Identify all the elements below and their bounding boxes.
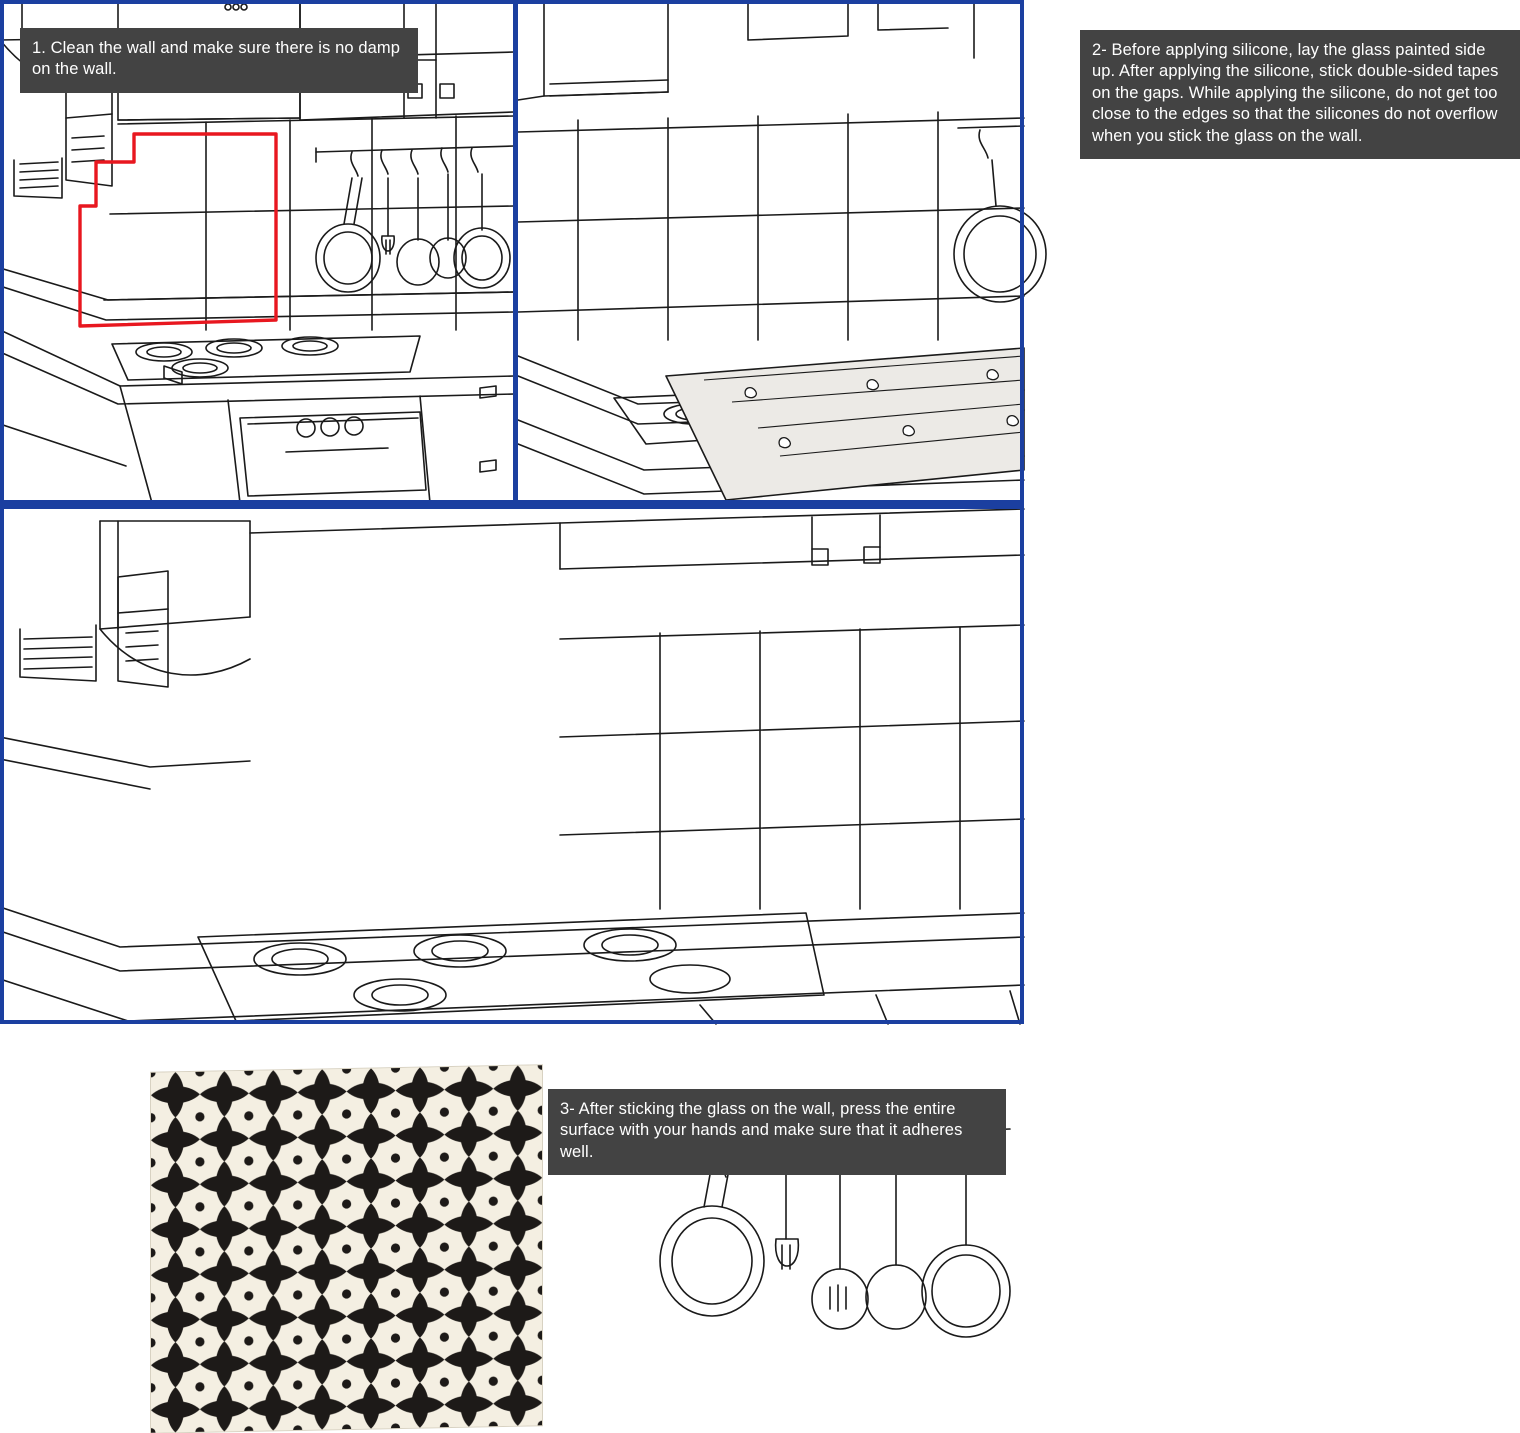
- panel-3-line-art: [0, 509, 1024, 1024]
- panel-border-right: [1020, 0, 1024, 1024]
- panel-border-vertical: [513, 0, 518, 503]
- caption-step-3: 3- After sticking the glass on the wall, press the entire surface with your hands and make sure that it adheres well.: [548, 1089, 1006, 1175]
- panel-step-2: [518, 0, 1499, 503]
- glass-panel-flat: [666, 348, 1024, 500]
- panel-2-line-art: [518, 0, 1024, 503]
- panel-border-top: [0, 0, 1024, 4]
- panel-border-bottom: [0, 1020, 1024, 1024]
- panel-step-1: [0, 0, 514, 503]
- installed-glass-splashback: [151, 1065, 542, 1433]
- caption-step-2: 2- Before applying silicone, lay the glass painted side up. After applying the silicone, stick double-sided tapes on the gaps. While applying the silicone, do not get too close to the edges so that the silicones do not overflow when you stick the glass on the wall.: [1080, 30, 1520, 159]
- caption-step-1: 1. Clean the wall and make sure there is no damp on the wall.: [20, 28, 418, 93]
- panel-step-3: [0, 509, 1024, 1161]
- panel-border-left: [0, 0, 4, 1024]
- panel-border-horizontal: [0, 500, 1024, 509]
